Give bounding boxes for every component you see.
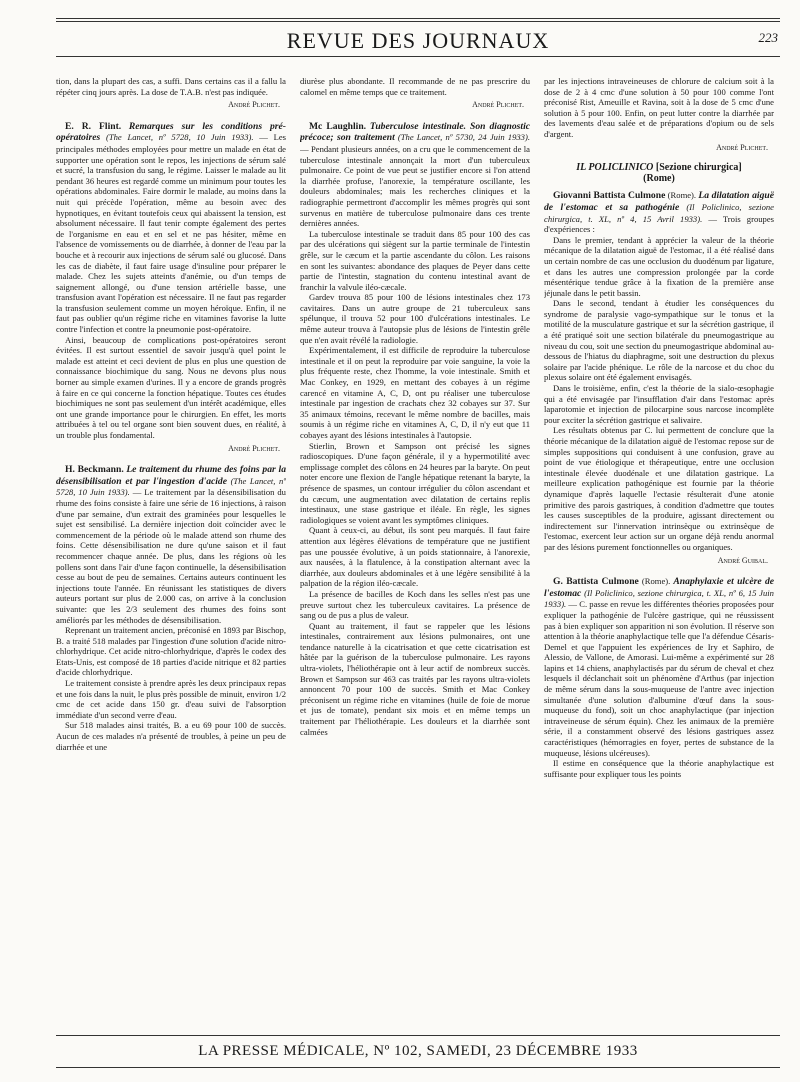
column-2 [300, 76, 530, 1036]
article-reference: (Il Policlinico, sezione chirurgica, t. XL, nº 6, 15 Juin 1933). [544, 587, 774, 610]
paragraph: Quant au traitement, il faut se rappeler que les lésions intestinales, contrairement aux lésions pulmonaires, ont une tendance naturelle à la cicatrisation et que cette cicatrisation est hâtée par la guérison de la tuberculose pulmonaire. Les rayons ultra-violets, l'héliothérapie ont à leur actif de nombreux succès. Brown et Sampson sur 463 cas traités par les rayons ultra-violets annoncent 70 pour 100 de succès. Smith et Mac Conkey préconisent un régime riche en vitamines (huile de foie de morue et jus de tomate), pendant six mois et en même temps un traitement par l'héliothérapie. Les douleurs et la diarrhée sont calmées [300, 620, 530, 737]
article-title: Anaphylaxie et ulcère de l'estomac [544, 576, 774, 599]
header-rule-top [56, 18, 780, 19]
paragraph: Stierlin, Brown et Sampson ont précisé les signes radioscopiques. D'une façon générale, il y a hypermotilité avec emplissage complet des côlons en 24 heures par la baryte. On peut noter encore une flexion de l'angle hépatique retenant la baryte, la présence de spasmes, un contour irrégulier du côlon ascendant et du cæcum, une augmentation avec dilatation de certains replis intestinaux, une stase gastrique et iléale. En règle, les signes radiologiques se voient avant les symptômes cliniques. [300, 440, 530, 525]
header-rule-bottom [56, 56, 780, 57]
article-culmone-dilatation [544, 190, 774, 234]
page-number: 223 [758, 30, 778, 45]
signature: André Plichet. [716, 142, 768, 152]
article-reference: (The Lancet, nº 5728, 10 Juin 1933). [56, 475, 286, 498]
paragraph: Dans le troisième, enfin, c'est la théorie de la sialo-œsophagie qui a été envisagée par l'insufflation d'air dans l'estomac après laparotomie et injection de pilocarpine sous narcose incomplète pour exciter la sécrétion gastrique et salivaire. [544, 383, 774, 425]
column-3 [544, 76, 774, 1036]
paragraph: Il estime en conséquence que la théorie anaphylactique est suffisante pour expliquer tous les points [544, 758, 774, 779]
paragraph: Ainsi, beaucoup de complications post-opératoires seront évitées. Il est surtout essentiel de savoir jusqu'à quel point le malade est atteint et ceci devient de plus en plus une question de connaissance biochimique du sang. Nous ne devons plus nous borner au simple examen d'urines. Il y a encore de grands progrès à faire en ce qui concerne la fonction hépatique. Toutes ces études biochimiques ne sont pas seulement d'un intérêt académique, elles ont une grande importance pour le chirurgien. En effet, les morts attribuées à tel ou tel organe sont bien souvent dues, en réalité, à un trouble plus fondamental. [56, 334, 286, 440]
section-subtitle: [Sezione chirurgica] [655, 162, 742, 174]
article-title: Remarques sur les conditions pré-opératoires [56, 120, 286, 144]
signature: André Guibal. [717, 555, 768, 565]
article-affiliation: (Rome). [641, 576, 671, 587]
article-affiliation: (Rome). [667, 190, 697, 201]
article-mc-laughlin [300, 121, 530, 229]
paragraph: La tuberculose intestinale se traduit dans 85 pour 100 des cas par des ulcérations qui siègent sur la partie terminale de l'intestin grêle, sur le cæcum et la partie ascendante du côlon. Les raisons en sont les suivantes: abondance des plaques de Peyer dans cette partie de l'intestin, stagnation du contenu intestinal avant de franchir la valvule iléo-cæcale. [300, 228, 530, 292]
footer-text: LA PRESSE MÉDICALE, Nº 102, SAMEDI, 23 DÉCEMBRE 1933 [198, 1043, 638, 1059]
journal-title: REVUE DES JOURNAUX [286, 28, 550, 53]
article-reference: (Il Policlinico, sezione chirurgica, t. XL, nº 4, 15 Avril 1933). [544, 201, 774, 224]
paragraph: Dans le premier, tendant à apprécier la valeur de la théorie mécanique de la dilatation aiguë de l'estomac, il a été réalisé dans un certain nombre de cas une occlusion du duodénum par ligature, et dans les autres une compression prolongée par la corde mésentérique tendue grâce à la fixation de la première anse jéjunale dans le petit bassin. [544, 234, 774, 298]
page-footer [56, 1035, 780, 1075]
paragraph: — C. passe en revue les différentes théories proposées pour expliquer la pathogénie de l'ulcère gastrique, qui ne réussissent pas à bien expliquer son apparition ni son évolution. Il réserve son attention à la théorie anaphylactique telle que l'a défendue Césaris-Demel et que l'appuient les expériences de Iry et Saphiro, de Alessio, de Vallone, de Amorasi. Lui-même a expérimenté sur 28 lapins et 14 chiens, anaphylactisés par du sérum de cheval et chez lesquels il déclanchait soit un phénomène d'Arthus (par injection de même sérum dans la sous-muqueuse de l'antre avec injection simultanée d'une solution d'albumine d'œuf dans la sous-muqueuse du fond), soit un choc anaphylactique (par injection intraveineuse de sérum équin). Chez les animaux de la première série, il a constamment observé des lésions gastriques assez caractéristiques (hémorragies en foyer, pertes de substance de la muqueuse, lésions ulcéreuses). [544, 599, 774, 758]
article-title: Le traitement du rhume des foins par la désensibilisation et par l'ingestion d'acide [56, 464, 286, 487]
paragraph: Le traitement consiste à prendre après les deux principaux repas et une fois dans la nuit, le plus près possible de minuit, environ 1/2 cmc de cet acide dans 150 gr. d'eau suivi de l'absorption immédiate d'un second verre d'eau. [56, 678, 286, 720]
header-rule-top-2 [56, 21, 780, 22]
continued-text: tion, dans la plupart des cas, a suffi. Dans certains cas il a fallu la répéter cinq jours après. La dose de T.A.B. n'est pas indiquée. [56, 76, 286, 97]
article-author: H. Beckmann. [65, 464, 124, 476]
article-author: Mc Laughlin. [309, 120, 367, 132]
signature: André Plichet. [472, 100, 524, 110]
paragraph: La présence de bacilles de Koch dans les selles n'est pas une preuve surtout chez les tuberculeux cavitaires. La présence de sang ou de pus a plus de valeur. [300, 588, 530, 621]
article-beckmann [56, 464, 286, 625]
article-author: E. R. Flint. [65, 120, 122, 132]
footer-rule-top [56, 1035, 780, 1036]
article-title: Tuberculose intestinale. Son diagnostic précoce; son traitement [300, 120, 530, 144]
signature: André Plichet. [228, 443, 280, 453]
paragraph: Reprenant un traitement ancien, préconisé en 1893 par Bischop, B. a traité 518 malades par l'ingestion d'une solution d'acide nitro-chlorhydrique. Cet acide nitro-chlorhydrique, d'après le codex des Etats-Unis, est composé de 18 parties d'acide nitrique et 82 parties d'acide chlorhydrique. [56, 625, 286, 678]
footer-rule-bottom [56, 1067, 780, 1068]
article-culmone-anaphylaxie [544, 576, 774, 758]
paragraph: — Trois groupes d'expériences : [544, 213, 774, 235]
article-author: Giovanni Battista Culmone [553, 190, 666, 202]
continued-text: par les injections intraveineuses de chlorure de calcium soit à la dose de 2 à 4 cmc d'une solution à 50 pour 100 comme l'ont préconisé Rist, Ameuille et Ravina, soit à la dose de 5 cmc d'une solution à 5 pour 100. Enfin, on peut lutter contre la diarrhée par des lavements d'eau salée et de préparations d'opium ou de sels d'argent. [544, 76, 774, 139]
article-reference: (The Lancet, nº 5728, 10 Juin 1933). [105, 132, 254, 143]
section-heading [544, 163, 774, 184]
paragraph: — Les principales méthodes employées pour mettre un malade en état de supporter une opération sont le repos, les injections de sérum salé et sucré, la transfusion du sang, le régime. Laisser le malade au lit pendant 36 heures est regardé comme un minimum pour toutes les opérations abdominales. Faire dormir le malade, au moins dans la nuit qui précède l'opération, même au besoin avec des hypnotiques, en évitant toutefois ceux qui abaissent la tension, est absolument nécessaire. Il faut tenir compte également des pertes de l'organisme en eau et en sel et ne pas hésiter, même en l'absence de vomissements ou de diarrhée, à donner de l'eau par la bouche et à recourir aux injections de sérum salé ou glucosé. Dans les cas de diabète, il faut faire usage d'insuline pour préparer le malade. Chez les sujets atteints d'anémie, ou d'un temps de saignement allongé, ou d'une tension artérielle basse, une transfusion avant l'opération est nécessaire. Il ne faut pas regarder la transfusion seulement comme un moyen héroïque. Enfin, il ne faut pas oublier qu'un régime riche en vitamines favorise la lutte contre l'infection et contre la pneumonie post-opératoire. [56, 132, 286, 335]
paragraph: — Le traitement par la désensibilisation du rhume des foins consiste à faire une série de 16 injections, à raison d'une par semaine, d'un extrait des graminées pour lesquelles le sujet est sensibilisé. La dernière injection doit coïncider avec le commencement de la période où le malade attend son rhume des foins. Cette désensibilisation ne dure qu'une saison et il faut recommencer chaque année. De plus, dans les régions où les pollens sont dans l'air d'une façon continuelle, la désensibilisation cesse au bout de peu de semaines. Certains auteurs continuent les injections toute l'année. En réunissant les statistiques de divers auteurs portant sur plus de 2.000 cas, on arrive à la conclusion suivante: que les 2/3 seulement des rhumes des foins sont améliorés par les méthodes de désensibilisation. [56, 487, 286, 625]
article-author: G. Battista Culmone [553, 576, 639, 588]
paragraph: Expérimentalement, il est difficile de reproduire la tuberculose intestinale et il on peut la reproduire par voie sanguine, la voie la plus fréquente reste, chez l'homme, la voie intestinale. Smith et Mac Conkey, en 1929, en mettant des cobayes à un régime carencé en vitamine A, C, D, ont pu réaliser une tuberculose intestinale par ingestion de crachats chez 32 cobayes sur 37. Sur 35 animaux témoins, recevant le même nombre de bacilles, mais soumis à un régime riche en vitamines A, C, D, il n'y eut que 11 cobayes ayant des lésions intestinales à l'autopsie. [300, 345, 530, 440]
signature: André Plichet. [228, 100, 280, 110]
paragraph: Gardev trouva 85 pour 100 de lésions intestinales chez 173 cavitaires. Dans un autre groupe de 21 tuberculeux sans spélunque, il trouva 52 pour 100 d'ulcérations intestinales. Le même auteur trouva à l'autopsie plus de lésions de l'intestin grêle que n'en avait révélé la radiologie. [300, 292, 530, 345]
paragraph: Sur 518 malades ainsi traités, B. a eu 69 pour 100 de succès. Aucun de ces malades n'a présenté de troubles, à peine un peu de diarrhée et une [56, 720, 286, 752]
article-reference: (The Lancet, nº 5730, 24 Juin 1933). [397, 132, 530, 143]
paragraph: Quant à ceux-ci, au début, ils sont peu marqués. Il faut faire attention aux légères élévations de température que ne justifient pas une poussée évolutive, à un poids stationnaire, à l'anorexie, aux nausées, à la flatulence, à la constipation alternant avec la diarrhée, aux douleurs abdominales et à une légère sensibilité à la palpation de la région iléo-cæcale. [300, 525, 530, 589]
article-title: La dilatation aiguë de l'estomac et sa pathogénie [544, 190, 774, 213]
section-city: (Rome) [643, 172, 675, 184]
article-flint [56, 121, 286, 335]
column-1 [56, 76, 286, 1036]
page-header [56, 18, 780, 58]
paragraph: — Pendant plusieurs années, on a cru que le commencement de la tuberculose intestinale annonçait la mort d'un tuberculeux pulmonaire. Ce point de vue peut se justifier encore si l'on attend la diarrhée profuse, l'anorexie, la température oscillante, les douleurs abdominales; mais les recherches cliniques et la radiographie permettront d'accomplir les mêmes progrès qui sont survenus en matière de tuberculose pulmonaire dans ces trente dernières années. [300, 143, 530, 229]
paragraph: Les résultats obtenus par C. lui permettent de conclure que la théorie mécanique de la dilatation aiguë de l'estomac repose sur de simples suppositions qui conduisent à une confusion, grave au point de vue étiologique et thérapeutique, entre une occlusion intestinale élevée duodénale et une dilatation gastrique. La meilleure explication pathogénique est fournie par la théorie dynamique d'après laquelle l'ectasie résulterait d'une atonie primitive des parois gastriques, à condition d'admettre que toutes les causes susceptibles de la produire, agissant directement ou indirectement sur l'innervation intrinsèque ou extrinsèque de l'estomac, exercent leur action sur un organe déjà rendu anormal par des lésions purement fonctionnelles ou organiques. [544, 425, 774, 552]
continued-text: diurèse plus abondante. Il recommande de ne pas prescrire du calomel en même temps que ce traitement. [300, 76, 530, 97]
paragraph: Dans le second, tendant à étudier les conséquences du syndrome de paralysie vago-sympathique sur le tonus et la motilité de la musculature gastrique et sur la sécrétion gastrique, il a été pratiqué soit une section bilatérale du pneumogastrique au niveau du cou, soit une section du pneumogastrique abdominal au-dessous de l'hiatus du diaphragme, soit une destruction du plexus solaire par l'acide phénique. Le rôle de la narcose et du choc du plexus solaire ont été également envisagés. [544, 298, 774, 383]
section-journal: IL POLICLINICO [576, 162, 654, 174]
